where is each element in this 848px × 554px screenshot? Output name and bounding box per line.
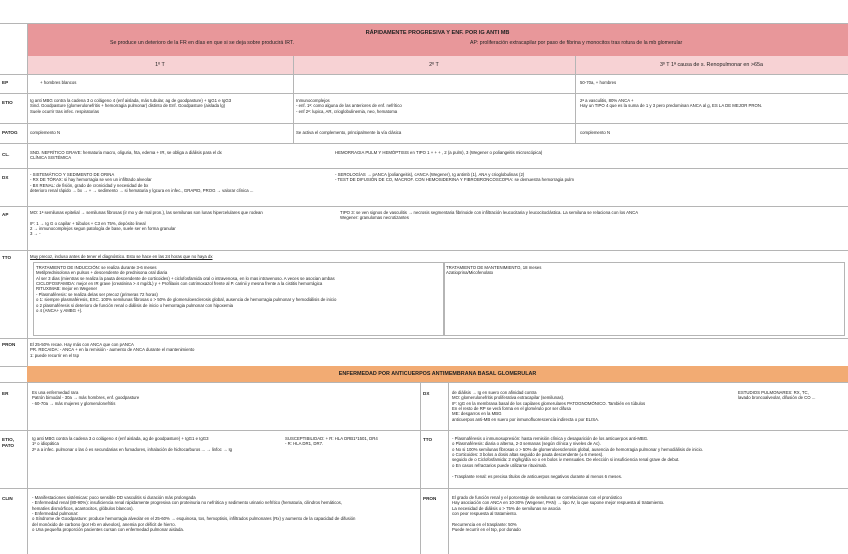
- row-label-tto: TTO: [2, 255, 12, 260]
- col-header-3: 3º T 1ª causa de s. Renopulmonar en >65a: [659, 62, 764, 68]
- divider: [293, 56, 294, 143]
- col-header-1: 1º T: [155, 62, 165, 68]
- row-label-pron: PRON: [2, 342, 16, 347]
- cl-right: HEMORRAGIA PULM Y HEMÓPTISIS en TIPO 1 + + + , 2 (a pulm), 3 (Wegener o poliangeitis microscópica): [335, 150, 543, 155]
- divider: [0, 382, 848, 383]
- row-label-etio: ETIO: [2, 100, 13, 105]
- tto-maintenance: TRATAMIENTO DE MANTENIMIENTO, 18 meses Azatioprina/Micofenolato: [446, 265, 542, 276]
- patog-col2: Se activa el complemento, principalmente la vía clásica: [296, 130, 402, 135]
- dx2-left: de diálisis → Ig en suero con afinidad contra MO: glomerulonefritis proliferativa extracapilar (semilunas). IF: IgG en la membrana basal de los capilares glomerulares PATOGNOMÓNICO. También en túbulos En el resto de RP se verá forma en el glomérulo por ser difusa ME: desgarros en la MBG anticuerpos anti-MB en suero por inmunofluorescencia indirecta o por ELISA.: [452, 390, 646, 422]
- divider: [0, 206, 848, 207]
- row-label-clin: CLIN: [2, 496, 13, 501]
- divider: [0, 74, 848, 75]
- row-label-patog: PATOG: [2, 130, 18, 135]
- dx-right: - SEROLOGÍAS → pANCA (poliangeitis), cANCA (Wegener), Ig antimb (1), ANA y crioglobulinas (2) - TEST DE DIFUSIÓN DE CO, MACROF. CON HEMOSIDERINA Y FIBROBRONCOSCOPIA: se demuestra hemorragia pulm: [335, 172, 574, 183]
- pron-text: El 25-50% recae. Hay más con ANCA que con pANCA PR. RECAIDA: - ANCA + en la remisión - aumento de ANCA durante el mantenimiento 1: puede recurrir en el tsp: [30, 342, 195, 358]
- ap-right: TIPO 3: se ven signos de vasculitis → necrosis segmentaria fibrinoide con infiltración leucocitaria y leucocitoclástica. La semiluna se relaciona con los ANCA Wegener: granulomas necrotizantes: [340, 210, 639, 221]
- divider: [0, 488, 848, 489]
- divider: [0, 338, 848, 339]
- divider: [0, 123, 848, 124]
- row-label-pron2: PRON: [423, 496, 437, 501]
- clin-text: - Manifestaciones sistémicas: poco sensible DD vasculitis si duración más prolongada - Enfermedad renal (80-90%): insuficiencia renal rápidamente progresiva con proteinuria no nefrótica y sedimento urinario nefrítico (hematuria, cilindros hemáticos, hematíes dismórficos, acantocitos, glóbulos blancos). - Enfermedad pulmonar: o Síndrome de Goodpasture: produce hemorragia alveolar en el 25-60% → esquinosa, tos, hemoptisis, infiltrados pulmonares (Rx) y aumento de la capacidad de difusión del monóxido de carbono (por Hb en alveolos), anemia por déficit de hierro. o Una pequeña proporción pacientes cursan con enfermedad pulmonar aislada.: [32, 495, 356, 533]
- etio-col2: Inmunocomplejos - enf. 1ª: como alguna de las anteriores de enf. nefrítico - enf 2ª: lupica, AR, crioglobulinemia, neo, hematoma: [296, 98, 402, 114]
- section-title-rp: RÁPIDAMENTE PROGRESIVA Y ENF. POR IG ANTI MB: [365, 30, 510, 36]
- divider: [0, 168, 848, 169]
- ep-col3: 50-70a, + hombres: [580, 80, 617, 85]
- divider: [0, 143, 848, 144]
- ep-col1: + hombres blancos: [40, 80, 77, 85]
- etio-col1: Ig anti MBG contra la cadena 3 α colágeno 4 (enf aislada, más tubular, ag de goodpasture) + IgG1 e IgG3 Sind. Goodpasture (glomerulonefritis + hemorragia pulmonar) distinto de Enf. Goodpasture (aislada lg) Suele ocurrir tras infec. respiratorias: [30, 98, 232, 114]
- row-label-etio-pato: ETIO, PATO: [2, 437, 14, 448]
- col-header-2: 2º T: [429, 62, 439, 68]
- row-label-tto2: TTO: [423, 437, 433, 442]
- etio2-right: SUSCEPTIBILIDAD: + R: HLA DRB1*1501, DR4 - R: HLA DR1, DR7.: [285, 436, 378, 447]
- dx2-right: ESTUDIOS PULMONARES: RX, TC, lavado broncoalveolar, difusión de CO ...: [738, 390, 816, 401]
- section-subtitle-left: Se produce un deterioro de la FR en días en que si se deja sobre producirá IRT.: [110, 40, 294, 46]
- divider: [420, 382, 421, 554]
- row-label-cl: CL.: [2, 152, 10, 157]
- section-subtitle-right: AP: proliferación extracapilar por paso de fibrina y monocitos tras rotura de la mb glomerular: [470, 40, 683, 46]
- cl-left: SND. NEFRÍTICO GRAVE: hematuria macro, oliguria, hta, edema + IR, se obliga a diálisis para el dx CLÍNICA SISTÉMICA: [30, 150, 222, 161]
- divider: [0, 430, 848, 431]
- etio-col3: 2ª a vasculitis, 80% ANCA + Hay un TIPO 4 que es la suma de 1 y 3 pero predominan ANCA al g, ES LA DE MEJOR PRON.: [580, 98, 763, 109]
- patog-col3: complemento N: [580, 130, 611, 135]
- er-text: Es una enfermedad rara Patrón bimodal - 30a → más hombres, enf. goodpasture - 60-70a → más mujeres y glomerulonefritis: [32, 390, 140, 406]
- divider: [448, 382, 449, 554]
- row-label-dx2: DX: [423, 391, 430, 396]
- tto-top: Muy precoz, incluso antes de tener el diagnóstico. Esto se hace en las 24 horas que no haya dx: [30, 254, 213, 259]
- divider: [0, 93, 848, 94]
- row-label-dx: DX: [2, 175, 9, 180]
- patog-col1: complemento N: [30, 130, 61, 135]
- divider: [0, 250, 848, 251]
- ap-left: MO: 1ª semilunas epitelial → semilunas fibrosas (ir mo y de mal pron.), las semilunas son lunas hipercelulares que rodean IF: 1 → Ig G o capilar + túbulos + C3 en 75%, depósito lineal 2 → inmunocomplejos segun patología de base, suele ser en forma granular 3 → -: [30, 210, 263, 237]
- divider: [575, 56, 576, 143]
- tto2-text: - Plasmaféresis o inmunosupresión: hasta remisión clínica y desaparición de los anticuerpos anti-MBG. o Plasmaféresis: diaria o alterna, 2-3 semanas (según clínica y niveles de Ac). o No si 100% semilunas fibrosas o > 50% de glomeruloesclerosis global, ausencia de hemorragia pulmonar y hemodiálisis de inicio. o Corticoides: 3 bolos a dosis altas seguido de pauta descendente (± 6 meses). seguido de o Ciclofosfamida: 2 mg/kg/día vo o en bolos iv mensuales. De elección si insuficiencia renal grave de debut. o En casos refractarios puede utilizarse rituximab. - Trasplante renal: es precisa títulos de anticuerpos negativos durante al menos 6 meses.: [452, 436, 704, 479]
- divider: [0, 23, 848, 24]
- divider: [27, 23, 28, 554]
- pron2-text: El grado de función renal y el porcentaje de semilunas se correlacionan con el pronóstico Hay asociación con ANCA en 10-30% (Wegener, PAN) → tipo IV, lo que supone mejor respuesta al tratamiento. La necesidad de diálisis o > 75% de semilunas se asocia con peor respuesta al tratamiento. Recurrencia en el trasplante: 50% Puede recurrir en el tsp, por donado: [452, 495, 665, 533]
- section-title-antimbg: ENFERMEDAD POR ANTICUERPOS ANTIMEMBRANA BASAL GLOMERULAR: [338, 371, 537, 377]
- tto-induction: TRATAMIENTO DE INDUCCIÓN: se realiza durante 3-6 meses Metilprednisolona en pulsos + descendente de prednisona oral diaria Al ser 3 dias (mientras se realiza la pauta descendente de corticoides) + ciclofosfamida oral o intravenosa, en lo mas intravenoso. A veces se asocian ambas CICLOFOSFAMIDA: mejor en IR grave (creatinina > 4 mg/dL) y + Profilaxis con cotrimoxazol frente al P. carinii y mesna frente a la cistitis hemorrágica RITUXIMAB: mejor en Wegener - Plasmaféresis: se realiza delas ser precoz (primeras 72 horas) o 1: siempre plasmaféresis, EXC. 100% semilunas fibrosas o > 50% de glomeruloesclerosis global, ausencia de hemorragia pulmonar y hemodiálisis de inicio o 2 plasmaféresis si deterioro de función renal o diálisis de inicio o hemorragia pulmonar con hipoxemia o 4 (ANCA+ y AMBG +).: [36, 265, 337, 313]
- dx-left: - SISTEMÁTICO Y SEDIMENTO DE ORINA - RX DE TÓRAX: si hay hemorragia se ven un infiltrado alveolar - BX RENAL: de fisión, grado de cronicidad y necesidad de bx deterioro renal rápido → bx → + → sedimento → si hematuria y lgcura en infec., GRAPID, PROG → valorar clínica ...: [30, 172, 254, 194]
- etio2-left: Ig anti MBG contra la cadena 3 α colágeno 4 (enf aislada, ag de goodpasture) + IgG1 e IgG3 1º o idiopática 2º a a infec. pulmonar o las ó es secundarias en fumadores, inhalación de hidrocarburos ... → linfoc → Ig: [32, 436, 233, 452]
- row-label-ep: EP: [2, 80, 9, 85]
- row-label-er: ER: [2, 391, 9, 396]
- row-label-ap: AP: [2, 212, 9, 217]
